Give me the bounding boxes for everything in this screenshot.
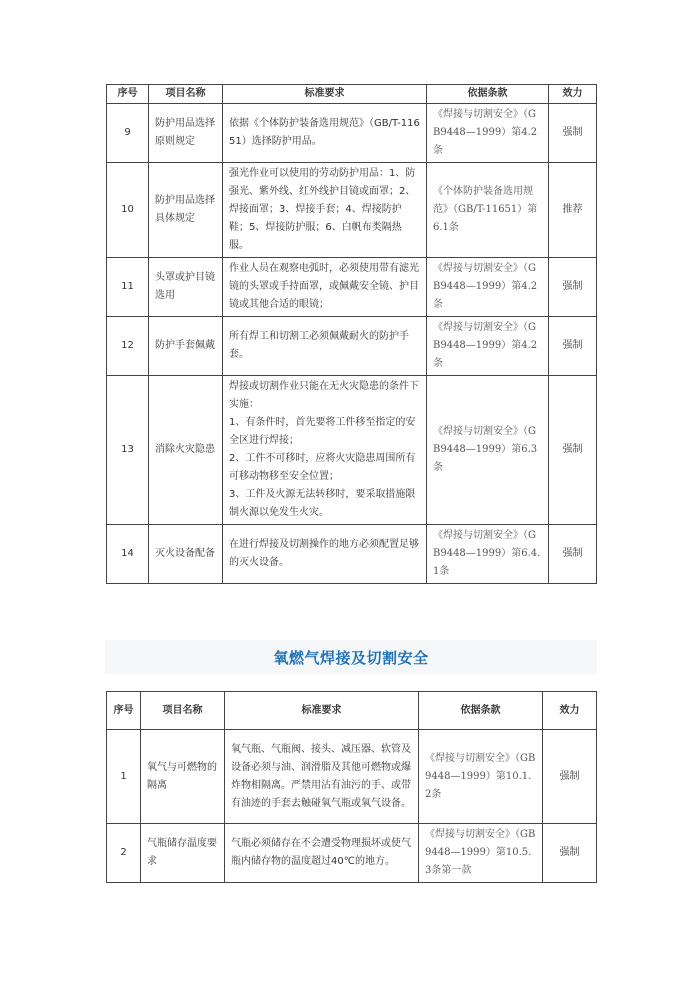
row-no: 14 bbox=[107, 525, 149, 584]
table-row bbox=[107, 258, 597, 317]
row-basis: 《焊接与切割安全》（GB9448—1999）第4.2条 bbox=[427, 258, 549, 317]
row-item-name: 防护手套佩戴 bbox=[149, 317, 223, 376]
row-no: 13 bbox=[107, 376, 149, 525]
row-requirement: 作业人员在观察电弧时，必须使用带有滤光镜的头罩或手持面罩，或佩戴安全镜、护目镜或其他合适的眼镜； bbox=[223, 258, 427, 317]
row-no: 9 bbox=[107, 104, 149, 163]
table-row bbox=[107, 163, 597, 258]
row-item-name: 气瓶储存温度要求 bbox=[141, 824, 225, 883]
row-requirement: 在进行焊接及切割操作的地方必须配置足够的灭火设备。 bbox=[223, 525, 427, 584]
row-no: 1 bbox=[107, 730, 141, 824]
row-effect: 强制 bbox=[549, 376, 597, 525]
row-basis: 《焊接与切割安全》（GB9448—1999）第6.3条 bbox=[427, 376, 549, 525]
header-basis: 依据条款 bbox=[419, 692, 543, 730]
table-row bbox=[107, 824, 597, 883]
row-no: 11 bbox=[107, 258, 149, 317]
row-effect: 强制 bbox=[549, 258, 597, 317]
header-item-name: 项目名称 bbox=[149, 85, 223, 104]
header-no: 序号 bbox=[107, 85, 149, 104]
header-requirement: 标准要求 bbox=[225, 692, 419, 730]
section-title: 氧燃气焊接及切割安全 bbox=[273, 648, 429, 667]
row-basis: 《焊接与切割安全》（GB9448—1999）第10.5.3条第一款 bbox=[419, 824, 543, 883]
row-effect: 推荐 bbox=[549, 163, 597, 258]
row-effect: 强制 bbox=[549, 317, 597, 376]
header-item-name: 项目名称 bbox=[141, 692, 225, 730]
section-heading bbox=[105, 640, 597, 674]
row-basis: 《焊接与切割安全》（GB9448—1999）第4.2条 bbox=[427, 317, 549, 376]
header-requirement: 标准要求 bbox=[223, 85, 427, 104]
row-requirement: 气瓶必须储存在不会遭受物理损坏或使气瓶内储存物的温度超过40℃的地方。 bbox=[225, 824, 419, 883]
table-row bbox=[107, 730, 597, 824]
row-item-name: 防护用品选择原则规定 bbox=[149, 104, 223, 163]
row-requirement: 焊接或切割作业只能在无火灾隐患的条件下实施： 1、有条件时，首先要将工件移至指定的安全区进行焊接； 2、工件不可移时，应将火灾隐患周围所有可移动物移至安全位置； 3、工件及火源无法转移时，要采取措施限制火源以免发生火灾。 bbox=[223, 376, 427, 525]
table2-body bbox=[107, 730, 597, 883]
header-effect: 效力 bbox=[549, 85, 597, 104]
row-requirement: 依据《个体防护装备选用规范》（GB/T-11651）选择防护用品。 bbox=[223, 104, 427, 163]
row-requirement: 所有焊工和切割工必须佩戴耐火的防护手套。 bbox=[223, 317, 427, 376]
table-row bbox=[107, 317, 597, 376]
row-requirement: 强光作业可以使用的劳动防护用品：1、防强光、紫外线、红外线护目镜或面罩；2、焊接面罩；3、焊接手套；4、焊接防护鞋；5、焊接防护服；6、白帆布类隔热服。 bbox=[223, 163, 427, 258]
row-no: 2 bbox=[107, 824, 141, 883]
row-effect: 强制 bbox=[549, 104, 597, 163]
row-basis: 《焊接与切割安全》（GB9448—1999）第4.2条 bbox=[427, 104, 549, 163]
row-effect: 强制 bbox=[543, 824, 597, 883]
table-row bbox=[107, 525, 597, 584]
table-row bbox=[107, 376, 597, 525]
row-item-name: 消除火灾隐患 bbox=[149, 376, 223, 525]
table-header-row bbox=[107, 85, 597, 104]
row-requirement: 氧气瓶、气瓶阀、接头、减压器、软管及设备必须与油、润滑脂及其他可燃物或爆炸物相隔离。严禁用沾有油污的手、或带有油迹的手套去触碰氧气瓶或氧气设备。 bbox=[225, 730, 419, 824]
row-effect: 强制 bbox=[549, 525, 597, 584]
table1-body bbox=[107, 104, 597, 584]
row-item-name: 氧气与可燃物的隔离 bbox=[141, 730, 225, 824]
row-basis: 《个体防护装备选用规范》（GB/T-11651）第6.1条 bbox=[427, 163, 549, 258]
standards-table-1 bbox=[106, 84, 597, 584]
table-header-row bbox=[107, 692, 597, 730]
header-basis: 依据条款 bbox=[427, 85, 549, 104]
row-no: 12 bbox=[107, 317, 149, 376]
row-basis: 《焊接与切割安全》（GB9448—1999）第10.1.2条 bbox=[419, 730, 543, 824]
row-basis: 《焊接与切割安全》（GB9448—1999）第6.4.1条 bbox=[427, 525, 549, 584]
standards-table-2 bbox=[106, 691, 597, 883]
row-effect: 强制 bbox=[543, 730, 597, 824]
row-no: 10 bbox=[107, 163, 149, 258]
table-row bbox=[107, 104, 597, 163]
row-item-name: 灭火设备配备 bbox=[149, 525, 223, 584]
header-effect: 效力 bbox=[543, 692, 597, 730]
row-item-name: 防护用品选择具体规定 bbox=[149, 163, 223, 258]
row-item-name: 头罩或护目镜选用 bbox=[149, 258, 223, 317]
header-no: 序号 bbox=[107, 692, 141, 730]
